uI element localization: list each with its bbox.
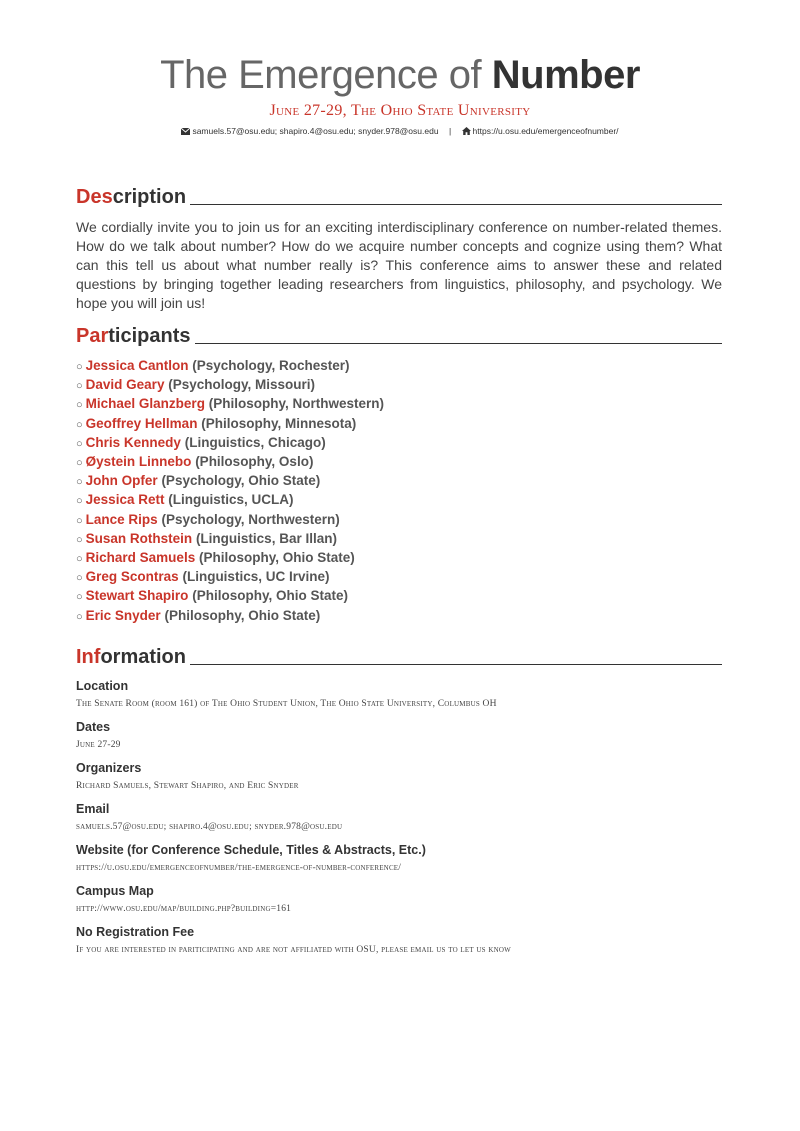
participant-item <box>76 395 722 414</box>
participant-item <box>76 511 722 530</box>
participant-name: Jessica Cantlon <box>85 358 189 373</box>
heading-rule <box>190 204 722 205</box>
description-section <box>76 186 722 313</box>
participant-affiliation: (Psychology, Missouri) <box>168 377 315 393</box>
participant-affiliation: (Psychology, Rochester) <box>192 358 350 373</box>
participant-name: Greg Scontras <box>85 569 179 585</box>
bullet-icon: ○ <box>76 399 83 412</box>
participants-heading-accent: Par <box>76 325 109 347</box>
participant-affiliation: (Linguistics, UC Irvine) <box>182 569 330 585</box>
participant-item <box>76 607 722 626</box>
participant-item <box>76 568 722 587</box>
bullet-icon: ○ <box>76 476 83 489</box>
bullet-icon: ○ <box>76 533 83 546</box>
participant-item <box>76 587 722 606</box>
participants-heading <box>76 325 722 347</box>
participant-affiliation: (Linguistics, Bar Illan) <box>195 530 337 546</box>
participant-affiliation: (Philosophy, Northwestern) <box>208 396 384 412</box>
heading-rule <box>190 664 722 665</box>
information-section <box>76 646 722 965</box>
participant-item <box>76 491 722 510</box>
participants-list <box>76 357 722 626</box>
participant-name: Susan Rothstein <box>85 530 193 546</box>
participant-name: Richard Samuels <box>85 550 196 566</box>
bullet-icon: ○ <box>76 361 83 373</box>
participant-name: Chris Kennedy <box>85 434 181 450</box>
information-heading-rest: ormation <box>100 646 186 668</box>
info-label: Dates <box>76 720 111 734</box>
bullet-icon: ○ <box>76 514 83 527</box>
envelope-icon <box>181 126 192 136</box>
participant-affiliation: (Philosophy, Minnesota) <box>201 415 357 431</box>
participant-item <box>76 415 722 434</box>
description-heading <box>76 186 722 208</box>
bullet-icon: ○ <box>76 495 83 508</box>
info-value[interactable]: https://u.osu.edu/emergenceofnumber/the-emergence-of-number-conference/ <box>76 863 402 873</box>
title-light: The Emergence of <box>160 53 482 97</box>
participant-affiliation: (Psychology, Northwestern) <box>161 511 340 527</box>
page-header <box>0 52 800 136</box>
info-label: Email <box>76 802 110 816</box>
info-label: Campus Map <box>76 884 154 898</box>
participant-name: Eric Snyder <box>85 607 161 623</box>
contact-separator: | <box>448 126 452 136</box>
description-heading-accent: Des <box>76 186 113 208</box>
participant-name: Geoffrey Hellman <box>85 415 198 431</box>
participant-name: Jessica Rett <box>85 492 165 508</box>
participant-name: David Geary <box>85 377 165 393</box>
info-value: If you are interested in pariticipating and are not affiliated with OSU, please email us to let us know <box>76 945 511 955</box>
participant-affiliation: (Philosophy, Oslo) <box>195 454 314 470</box>
info-label: Location <box>76 679 129 693</box>
participant-affiliation: (Psychology, Ohio State) <box>161 473 321 489</box>
info-value[interactable]: samuels.57@osu.edu; shapiro.4@osu.edu; snyder.978@osu.edu <box>76 822 343 832</box>
info-label: Website (for Conference Schedule, Titles & Abstracts, Etc.) <box>76 843 426 857</box>
bullet-icon: ○ <box>76 553 83 566</box>
bullet-icon: ○ <box>76 437 83 450</box>
participant-item <box>76 549 722 568</box>
info-label: No Registration Fee <box>76 925 195 939</box>
participant-affiliation: (Linguistics, Chicago) <box>184 434 326 450</box>
participant-item <box>76 530 722 549</box>
information-list <box>76 678 722 956</box>
participants-section <box>76 325 722 626</box>
participant-item <box>76 357 722 376</box>
bullet-icon: ○ <box>76 591 83 604</box>
page-title <box>0 52 800 98</box>
info-value: The Senate Room (room 161) of The Ohio Student Union, The Ohio State University, Columbus OH <box>76 699 497 709</box>
info-value[interactable]: http://www.osu.edu/map/building.php?building=161 <box>76 904 292 914</box>
bullet-icon: ○ <box>76 572 83 585</box>
participant-name: Øystein Linnebo <box>85 454 192 470</box>
participant-item <box>76 376 722 395</box>
participant-name: Lance Rips <box>85 511 158 527</box>
description-heading-rest: cription <box>112 186 187 208</box>
heading-rule <box>195 343 723 344</box>
info-value: Richard Samuels, Stewart Shapiro, and Eric Snyder <box>76 781 299 791</box>
home-icon <box>462 126 473 136</box>
contact-emails[interactable]: samuels.57@osu.edu; shapiro.4@osu.edu; snyder.978@osu.edu <box>192 126 439 136</box>
participant-item <box>76 453 722 472</box>
contact-website[interactable]: https://u.osu.edu/emergenceofnumber/ <box>472 126 619 136</box>
participant-item <box>76 472 722 491</box>
participant-name: John Opfer <box>85 473 158 489</box>
description-text: We cordially invite you to join us for an exciting interdisciplinary conference on number-related themes. How do we talk about number? How do we acquire number concepts and cognize using them? What can this tell us about what number really is? This conference aims to answer these and related questions by bringing together leading researchers from linguistics, philosophy, and psychology. We hope you will join us! <box>76 219 722 311</box>
bullet-icon: ○ <box>76 418 83 431</box>
title-bold: Number <box>491 53 640 97</box>
info-label: Organizers <box>76 761 142 775</box>
bullet-icon: ○ <box>76 610 83 623</box>
page-subtitle: June 27-29, The Ohio State University <box>269 102 531 119</box>
information-heading-accent: Inf <box>76 646 101 668</box>
information-heading <box>76 646 722 668</box>
contact-line <box>0 126 800 136</box>
participant-item <box>76 434 722 453</box>
participant-affiliation: (Philosophy, Ohio State) <box>192 588 348 604</box>
participant-affiliation: (Philosophy, Ohio State) <box>198 550 355 566</box>
participant-name: Stewart Shapiro <box>85 588 189 604</box>
participant-affiliation: (Linguistics, UCLA) <box>168 492 294 508</box>
bullet-icon: ○ <box>76 380 83 393</box>
participants-heading-rest: ticipants <box>108 325 191 347</box>
bullet-icon: ○ <box>76 457 83 470</box>
participant-name: Michael Glanzberg <box>85 396 205 412</box>
info-value: June 27-29 <box>76 740 121 750</box>
participant-affiliation: (Philosophy, Ohio State) <box>164 607 321 623</box>
